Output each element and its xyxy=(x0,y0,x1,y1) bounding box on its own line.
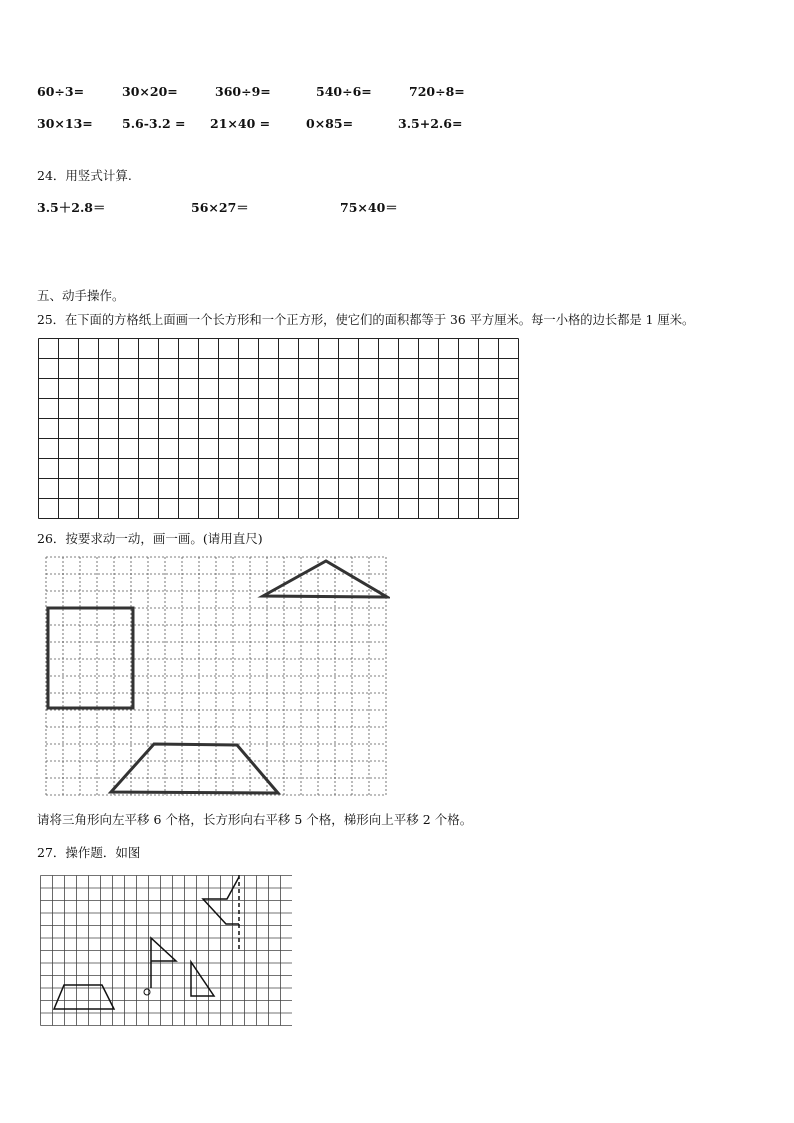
question-25-text: 25．在下面的方格纸上面画一个长方形和一个正方形，使它们的面积都等于 36 平方厘米。每一小格的边长都是 1 厘米。 xyxy=(37,313,695,327)
calc-item: 720÷8= xyxy=(409,84,465,99)
section-title: 五、动手操作。 xyxy=(37,288,125,303)
triangle-shape xyxy=(263,561,387,597)
calc-item: 3.5＋2.8＝ xyxy=(37,200,106,215)
calc-item: 30×13= xyxy=(37,116,93,131)
triangle-shape xyxy=(191,962,214,996)
question-26-title: 26．按要求动一动，画一画。(请用直尺) xyxy=(37,531,263,546)
calc-item: 75×40＝ xyxy=(340,200,398,215)
calc-item: 56×27＝ xyxy=(191,200,249,215)
calc-item: 0×85= xyxy=(306,116,354,131)
question-26-instruction: 请将三角形向左平移 6 个格，长方形向右平移 5 个格，梯形向上平移 2 个格。 xyxy=(37,812,473,827)
q25-grid xyxy=(38,338,520,521)
trapezoid-shape xyxy=(54,985,114,1009)
q27-grid xyxy=(40,875,292,1026)
calc-item: 360÷9= xyxy=(215,84,271,99)
point-marker xyxy=(144,989,150,995)
q26-grid xyxy=(44,555,390,800)
question-24-title: 24．用竖式计算. xyxy=(37,168,132,183)
calc-item: 3.5+2.6= xyxy=(398,116,463,131)
calc-item: 30×20= xyxy=(122,84,178,99)
calc-item: 5.6-3.2 = xyxy=(122,116,186,131)
calc-item: 540÷6= xyxy=(316,84,372,99)
trapezoid-shape xyxy=(111,744,278,793)
question-27-title: 27．操作题．如图 xyxy=(37,845,141,860)
calc-item: 21×40 = xyxy=(210,116,271,131)
calc-item: 60÷3= xyxy=(37,84,85,99)
